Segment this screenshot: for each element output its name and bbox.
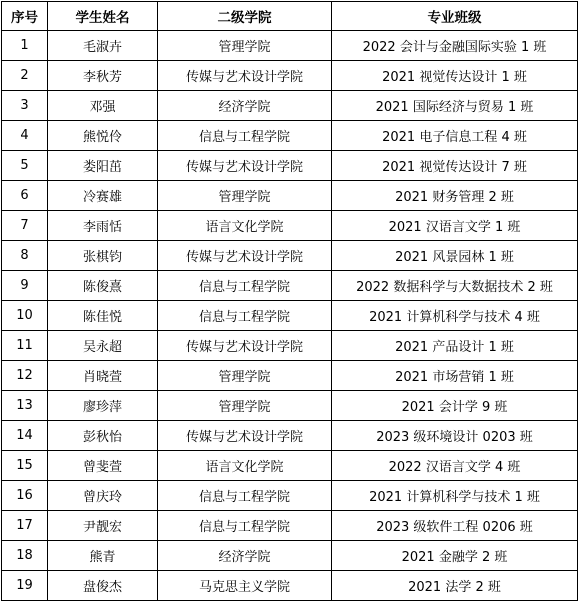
table-row [2,211,578,241]
cell-college: 信息与工程学院 [158,271,332,301]
cell-major-class: 2023 级软件工程 0206 班 [332,511,578,541]
cell-college: 信息与工程学院 [158,481,332,511]
table-row [2,121,578,151]
cell-college: 管理学院 [158,391,332,421]
cell-major-class: 2022 汉语言文学 4 班 [332,451,578,481]
table-row [2,271,578,301]
cell-index: 11 [2,331,48,361]
table-row [2,301,578,331]
cell-student-name: 李雨恬 [48,211,158,241]
student-table [1,1,578,601]
cell-college: 传媒与艺术设计学院 [158,331,332,361]
cell-major-class: 2021 市场营销 1 班 [332,361,578,391]
header-major-class: 专业班级 [332,2,578,31]
cell-student-name: 廖珍萍 [48,391,158,421]
cell-major-class: 2021 财务管理 2 班 [332,181,578,211]
cell-index: 9 [2,271,48,301]
table-row [2,541,578,571]
cell-major-class: 2021 电子信息工程 4 班 [332,121,578,151]
cell-major-class: 2021 计算机科学与技术 1 班 [332,481,578,511]
cell-student-name: 熊悦伶 [48,121,158,151]
cell-index: 16 [2,481,48,511]
cell-college: 马克思主义学院 [158,571,332,601]
cell-index: 8 [2,241,48,271]
cell-student-name: 娄阳茁 [48,151,158,181]
cell-college: 传媒与艺术设计学院 [158,151,332,181]
cell-major-class: 2021 风景园林 1 班 [332,241,578,271]
cell-college: 传媒与艺术设计学院 [158,61,332,91]
table-row [2,181,578,211]
cell-student-name: 吴永超 [48,331,158,361]
cell-college: 管理学院 [158,31,332,61]
cell-index: 6 [2,181,48,211]
cell-index: 15 [2,451,48,481]
cell-student-name: 邓强 [48,91,158,121]
cell-index: 18 [2,541,48,571]
header-student-name: 学生姓名 [48,2,158,31]
cell-index: 4 [2,121,48,151]
table-row [2,421,578,451]
cell-index: 10 [2,301,48,331]
cell-index: 5 [2,151,48,181]
cell-major-class: 2021 视觉传达设计 7 班 [332,151,578,181]
cell-college: 传媒与艺术设计学院 [158,421,332,451]
cell-major-class: 2022 会计与金融国际实验 1 班 [332,31,578,61]
table-row [2,451,578,481]
cell-college: 信息与工程学院 [158,301,332,331]
cell-college: 管理学院 [158,181,332,211]
cell-major-class: 2023 级环境设计 0203 班 [332,421,578,451]
table-row [2,331,578,361]
cell-student-name: 肖晓萱 [48,361,158,391]
cell-student-name: 张棋钧 [48,241,158,271]
header-row [2,2,578,31]
cell-index: 19 [2,571,48,601]
cell-student-name: 李秋芳 [48,61,158,91]
table-row [2,481,578,511]
cell-college: 语言文化学院 [158,451,332,481]
cell-major-class: 2021 会计学 9 班 [332,391,578,421]
cell-college: 经济学院 [158,91,332,121]
table-row [2,571,578,601]
cell-student-name: 熊青 [48,541,158,571]
table-row [2,151,578,181]
cell-index: 1 [2,31,48,61]
table-body [2,31,578,601]
cell-index: 2 [2,61,48,91]
table-row [2,361,578,391]
table-row [2,391,578,421]
cell-index: 12 [2,361,48,391]
header-index: 序号 [2,2,48,31]
cell-college: 传媒与艺术设计学院 [158,241,332,271]
cell-college: 信息与工程学院 [158,121,332,151]
cell-student-name: 曾庆玲 [48,481,158,511]
header-college: 二级学院 [158,2,332,31]
cell-college: 语言文化学院 [158,211,332,241]
table-row [2,241,578,271]
cell-college: 信息与工程学院 [158,511,332,541]
cell-student-name: 彭秋怡 [48,421,158,451]
cell-major-class: 2021 产品设计 1 班 [332,331,578,361]
cell-major-class: 2021 国际经济与贸易 1 班 [332,91,578,121]
cell-major-class: 2021 金融学 2 班 [332,541,578,571]
table-row [2,91,578,121]
cell-major-class: 2021 法学 2 班 [332,571,578,601]
cell-student-name: 毛淑卉 [48,31,158,61]
cell-index: 13 [2,391,48,421]
cell-student-name: 盘俊杰 [48,571,158,601]
table-row [2,61,578,91]
cell-index: 17 [2,511,48,541]
cell-college: 管理学院 [158,361,332,391]
cell-student-name: 曾斐萱 [48,451,158,481]
cell-student-name: 陈俊熹 [48,271,158,301]
cell-college: 经济学院 [158,541,332,571]
table-row [2,31,578,61]
cell-major-class: 2022 数据科学与大数据技术 2 班 [332,271,578,301]
cell-index: 14 [2,421,48,451]
cell-student-name: 冷赛雄 [48,181,158,211]
cell-index: 7 [2,211,48,241]
cell-major-class: 2021 计算机科学与技术 4 班 [332,301,578,331]
cell-student-name: 陈佳悦 [48,301,158,331]
cell-student-name: 尹靓宏 [48,511,158,541]
cell-major-class: 2021 视觉传达设计 1 班 [332,61,578,91]
cell-index: 3 [2,91,48,121]
cell-major-class: 2021 汉语言文学 1 班 [332,211,578,241]
table-row [2,511,578,541]
